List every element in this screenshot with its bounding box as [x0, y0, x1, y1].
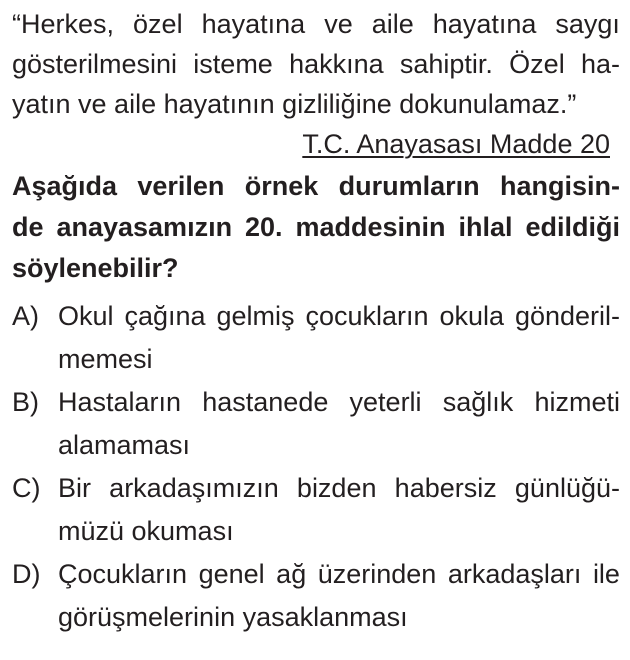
word: ağ	[276, 559, 307, 589]
word: memesi	[58, 344, 153, 374]
question-line	[12, 248, 620, 289]
option-b[interactable]	[12, 381, 620, 467]
word: saygı	[555, 9, 620, 39]
option-text	[58, 295, 620, 381]
option-line	[58, 596, 620, 639]
word: gelmiş	[216, 301, 295, 331]
word: çocukların	[305, 301, 429, 331]
word: Hastaların	[58, 387, 182, 417]
word: günlüğü-	[514, 473, 620, 503]
option-letter: B)	[12, 387, 39, 417]
option-letter: C)	[12, 473, 41, 503]
option-text	[58, 553, 620, 639]
word: hangisin-	[499, 171, 620, 201]
option-line	[58, 424, 620, 467]
option-d[interactable]	[12, 553, 620, 639]
word: Özel	[509, 49, 565, 79]
word: de	[12, 212, 44, 242]
word: hayatına	[201, 9, 306, 39]
word: hastanede	[202, 387, 329, 417]
word: maddesinin	[295, 212, 446, 242]
word: üzerinden	[317, 559, 437, 589]
option-line	[58, 553, 620, 596]
word: Çocukların	[58, 559, 188, 589]
word: arkadaşımızın	[109, 473, 279, 503]
option-letter: D)	[12, 559, 41, 589]
option-line	[58, 338, 620, 381]
word: edildiği	[525, 212, 620, 242]
word: aile	[371, 9, 414, 39]
word: habersiz	[394, 473, 497, 503]
option-line	[58, 467, 620, 510]
word: çağına	[124, 301, 206, 331]
word: ve	[324, 9, 353, 39]
word: görüşmelerinin yasaklanması	[58, 602, 408, 632]
quote-block	[12, 4, 620, 124]
word: söylenebilir?	[12, 253, 179, 283]
word: ihlal	[458, 212, 513, 242]
word: gönderil-	[514, 301, 620, 331]
answer-options	[12, 295, 620, 639]
word: özel	[133, 9, 183, 39]
word: “Herkes,	[12, 9, 115, 39]
question-line	[12, 207, 620, 248]
word: gösterilmesini	[12, 49, 178, 79]
quote-source	[12, 124, 620, 164]
word: yatın ve aile hayatının gizliliğine dokunulamaz.”	[12, 89, 577, 119]
option-text	[58, 381, 620, 467]
option-c[interactable]	[12, 467, 620, 553]
word: müzü okuması	[58, 516, 234, 546]
word: 20.	[245, 212, 283, 242]
option-text	[58, 467, 620, 553]
word: hakkına	[289, 49, 384, 79]
word: bizden	[296, 473, 377, 503]
quote-source-text: T.C. Anayasası Madde 20	[302, 129, 610, 159]
word: ile	[592, 559, 620, 589]
word: isteme	[193, 49, 273, 79]
word: sahiptir.	[399, 49, 493, 79]
word: yeterli	[349, 387, 422, 417]
word: Aşağıda	[12, 171, 118, 201]
word: ha-	[580, 49, 620, 79]
word: okula	[439, 301, 504, 331]
question-stem	[12, 166, 620, 289]
quote-line	[12, 84, 620, 124]
word: sağlık	[442, 387, 514, 417]
word: arkadaşları	[447, 559, 582, 589]
word: anayasamızın	[56, 212, 233, 242]
word: Okul	[58, 301, 114, 331]
option-letter: A)	[12, 301, 39, 331]
word: hizmeti	[534, 387, 620, 417]
option-line	[58, 510, 620, 553]
option-line	[58, 381, 620, 424]
option-line	[58, 295, 620, 338]
question-line	[12, 166, 620, 207]
word: Bir	[58, 473, 91, 503]
word: verilen	[137, 171, 225, 201]
word: hayatına	[432, 9, 537, 39]
quote-line	[12, 44, 620, 84]
word: genel	[198, 559, 265, 589]
quote-line	[12, 4, 620, 44]
option-a[interactable]	[12, 295, 620, 381]
word: örnek	[244, 171, 319, 201]
word: durumların	[338, 171, 480, 201]
word: alamaması	[58, 430, 191, 460]
